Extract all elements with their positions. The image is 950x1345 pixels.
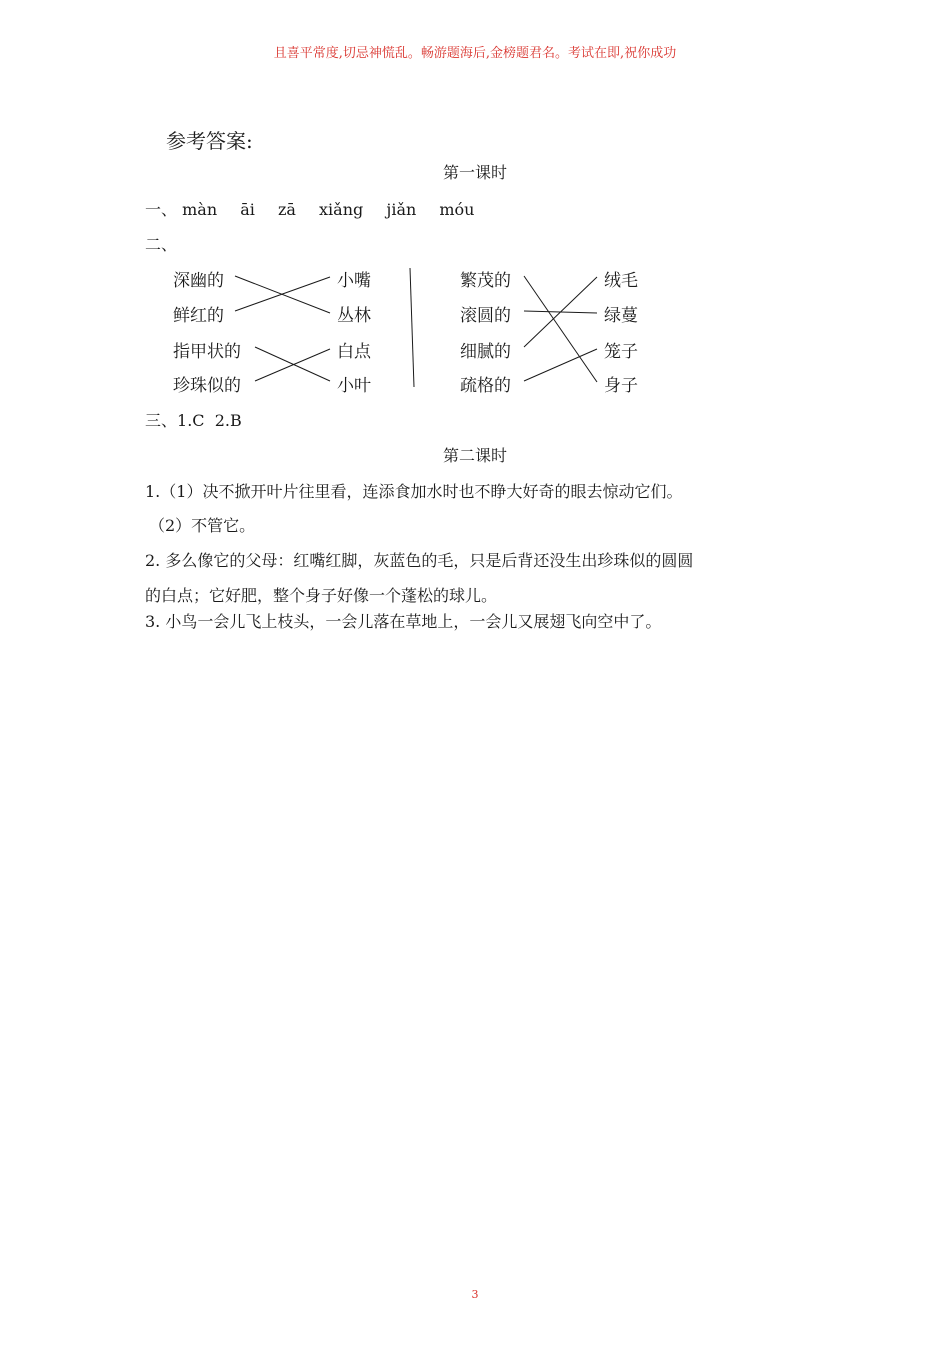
pinyin-3: zā (277, 200, 296, 219)
lesson1-title: 第一课时 (442, 163, 507, 182)
q3-answers: 1.C 2.B (177, 411, 242, 430)
match-line-b4 (524, 349, 597, 381)
q3-line (145, 408, 242, 431)
match-left-a4: 珍珠似的 (173, 376, 241, 396)
answer-2-line2: 的白点；它好肥，整个身子好像一个蓬松的球儿。 (145, 586, 498, 605)
match-left-b2: 滚圆的 (460, 306, 511, 326)
match-line-a4 (255, 349, 330, 381)
answer-3: 3. 小鸟一会儿飞上枝头，一会儿落在草地上，一会儿又展翅飞向空中了。 (145, 612, 662, 631)
match-right-b3: 笼子 (604, 342, 638, 362)
match-left-b3: 细腻的 (460, 342, 511, 362)
match-left-b1: 繁茂的 (460, 271, 511, 291)
match-right-b4: 身子 (604, 376, 638, 396)
answer-1-part2: （2）不管它。 (149, 516, 256, 535)
match-line-a2 (235, 277, 330, 311)
lesson2-title: 第二课时 (442, 446, 507, 465)
match-line-a3 (255, 347, 330, 381)
page-number: 3 (471, 1288, 479, 1301)
q1-line (145, 197, 492, 220)
pinyin-4: xiǎng (319, 200, 364, 219)
q3-label: 三、 (145, 411, 178, 430)
answer-2-line1: 2. 多么像它的父母：红嘴红脚，灰蓝色的毛，只是后背还没生出珍珠似的圆圆 (145, 551, 694, 570)
match-right-a2: 丛林 (337, 306, 371, 326)
answer-title: 参考答案: (166, 129, 253, 153)
match-left-a3: 指甲状的 (173, 342, 241, 362)
match-line-a1 (235, 276, 330, 313)
match-right-a3: 白点 (337, 342, 371, 362)
q2-label: 二、 (145, 235, 178, 254)
match-left-b4: 疏格的 (460, 376, 511, 396)
match-line-b2 (524, 311, 597, 313)
pinyin-5: jiǎn (386, 200, 417, 219)
match-right-b1: 绒毛 (604, 271, 638, 291)
match-line-b1 (524, 276, 597, 382)
pinyin-6: móu (439, 200, 475, 219)
match-left-a2: 鲜红的 (173, 306, 224, 326)
group-divider (410, 268, 414, 387)
match-right-a4: 小叶 (337, 376, 371, 396)
pinyin-2: āi (240, 200, 255, 219)
header-slogan: 且喜平常度,切忌神慌乱。畅游题海后,金榜题君名。考试在即,祝你成功 (273, 46, 677, 61)
match-left-a1: 深幽的 (173, 271, 224, 291)
match-line-b3 (524, 277, 597, 347)
q1-label: 一、 (145, 200, 178, 219)
pinyin-1: màn (182, 200, 218, 219)
answer-1-part1: 1.（1）决不掀开叶片往里看，连添食加水时也不睁大好奇的眼去惊动它们。 (145, 482, 683, 501)
match-right-b2: 绿蔓 (604, 306, 638, 326)
match-right-a1: 小嘴 (337, 271, 371, 291)
